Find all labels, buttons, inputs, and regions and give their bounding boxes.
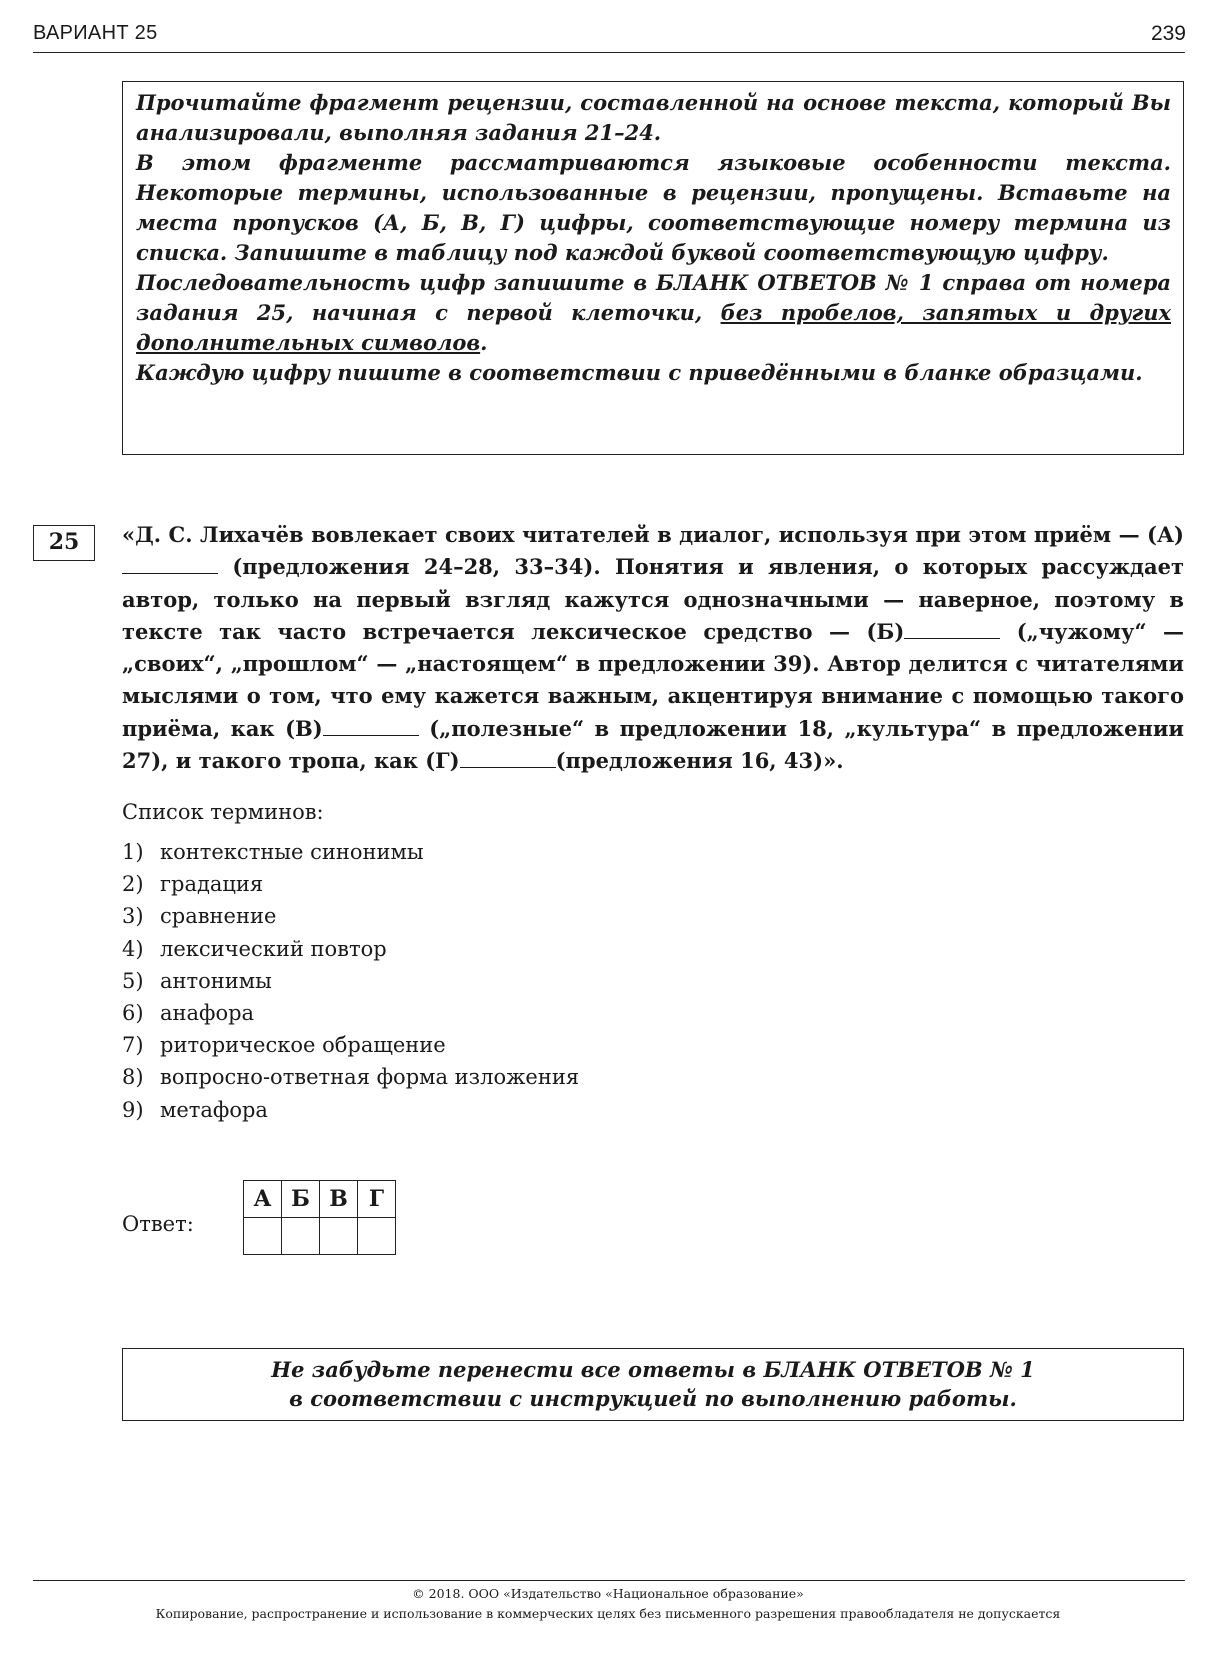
blank-b	[904, 618, 1000, 639]
instructions-paragraph-4: Каждую цифру пишите в соответствии с приведёнными в бланке образцами.	[136, 360, 1143, 385]
header-divider	[33, 52, 1185, 53]
term-text: градация	[160, 872, 264, 897]
term-item	[122, 1094, 579, 1126]
term-number: 9)	[122, 1097, 144, 1122]
answer-letter-a: А	[244, 1181, 282, 1218]
term-number: 4)	[122, 936, 144, 961]
term-item	[122, 868, 579, 900]
blank-a	[122, 553, 218, 574]
answer-letter-v: В	[320, 1181, 358, 1218]
term-number: 1)	[122, 840, 144, 864]
term-number: 7)	[122, 1033, 144, 1058]
instructions-paragraph-3	[136, 268, 1171, 358]
term-number: 5)	[122, 968, 144, 993]
task-text-seg-2: (предложения 24–28, 33–34). Понятия и явления, о которых рассуждает автор, только на первый взгляд кажутся однозначными — наверное, поэтому в тексте так часто встречается лексическое средство — (Б)	[122, 554, 1184, 644]
task-text-seg-1: «Д. С. Лихачёв вовлекает своих читателей в диалог, используя при этом приём — (А)	[122, 522, 1184, 547]
footer-notice: Копирование, распространение и использование в коммерческих целях без письменного разрешения правообладателя не допускается	[155, 1606, 1061, 1621]
reminder-line-2: в соответствии с инструкцией по выполнению работы.	[289, 1386, 1017, 1411]
footer-copyright: © 2018. ООО «Издательство «Национальное образование»	[412, 1586, 804, 1601]
task-text-seg-4: („полезные“ в предложении 18, „культура“ в предложении 27), и такого тропа, как (Г)	[122, 715, 1184, 774]
term-item	[122, 900, 579, 932]
answer-cell-a[interactable]	[244, 1218, 282, 1255]
instructions-p3-underlined: без пробелов, запятых и других дополнительных символов	[136, 300, 1171, 355]
answer-label: Ответ:	[122, 1212, 194, 1236]
blank-g	[460, 747, 556, 768]
task-text	[122, 519, 1184, 777]
term-text: метафора	[160, 1097, 268, 1122]
page-number: 239	[1150, 22, 1186, 45]
term-text: вопросно-ответная форма изложения	[160, 1065, 580, 1090]
term-text: контекстные синонимы	[160, 840, 424, 864]
instructions-p3-end: .	[480, 330, 488, 355]
blank-v	[323, 715, 419, 736]
term-item	[122, 1029, 579, 1061]
task-text-seg-5: (предложения 16, 43)».	[555, 748, 844, 774]
term-number: 2)	[122, 872, 144, 897]
term-text: антонимы	[160, 968, 272, 993]
answer-cell-g[interactable]	[358, 1218, 396, 1255]
term-number: 6)	[122, 1001, 144, 1026]
term-item	[122, 933, 579, 965]
answer-header-row	[244, 1181, 396, 1218]
term-text: лексический повтор	[160, 936, 387, 961]
term-text: анафора	[160, 1001, 255, 1026]
reminder-line-1: Не забудьте перенести все ответы в БЛАНК ОТВЕТОВ № 1	[271, 1357, 1035, 1382]
term-number: 8)	[122, 1065, 144, 1090]
instructions-paragraph-2: В этом фрагменте рассматриваются языковые особенности текста. Некоторые термины, использованные в рецензии, пропущены. Вставьте на места пропусков (А, Б, В, Г) цифры, соответствующие номеру термина из списка. Запишите в таблицу под каждой буквой соответствующую цифру.	[136, 150, 1171, 265]
term-text: сравнение	[160, 904, 277, 929]
terms-title: Список терминов:	[122, 800, 324, 824]
term-item	[122, 1061, 579, 1093]
terms-list	[122, 836, 579, 1126]
task-text-seg-3: („чужому“ — „своих“, „прошлом“ — „настоящем“ в предложении 39). Автор делится с читателями мыслями о том, что ему кажется важным, акцентируя внимание с помощью такого приёма, как (В)	[122, 618, 1184, 741]
answer-input-row	[244, 1218, 396, 1255]
task-number-box: 25	[33, 525, 95, 561]
answer-cell-b[interactable]	[282, 1218, 320, 1255]
variant-title: ВАРИАНТ 25	[33, 22, 158, 44]
footer-divider	[33, 1580, 1185, 1581]
answer-letter-b: Б	[282, 1181, 320, 1218]
answer-letter-g: Г	[358, 1181, 396, 1218]
instructions-p3-start: Последовательность цифр запишите в БЛАНК ОТВЕТОВ № 1 справа от номера задания 25, начиная с первой клеточки,	[136, 270, 1171, 325]
term-number: 3)	[122, 904, 144, 929]
instructions-paragraph-1: Прочитайте фрагмент рецензии, составленной на основе текста, который Вы анализировали, выполняя задания 21–24.	[136, 90, 1171, 145]
term-item	[122, 997, 579, 1029]
instructions-box	[122, 81, 1184, 455]
term-text: риторическое обращение	[160, 1033, 446, 1058]
term-item	[122, 965, 579, 997]
answer-cell-v[interactable]	[320, 1218, 358, 1255]
answer-table	[243, 1180, 396, 1255]
reminder-box	[122, 1348, 1184, 1421]
term-item	[122, 836, 579, 868]
